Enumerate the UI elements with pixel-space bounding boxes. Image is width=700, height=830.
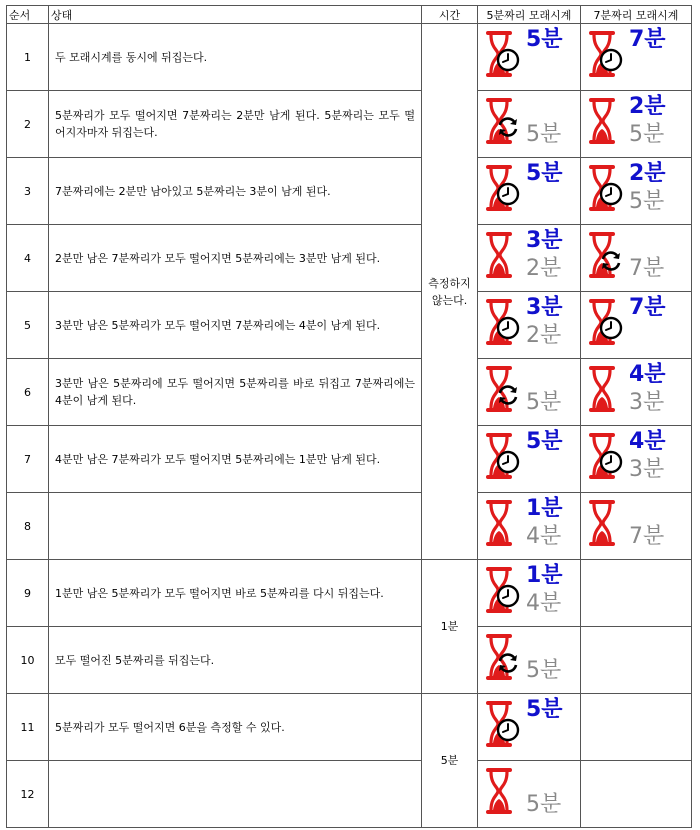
clock-icon: [496, 718, 520, 742]
seven-minute-cell: [581, 694, 692, 761]
step-description: 4분만 남은 7분짜리가 모두 떨어지면 5분짜리에는 1분만 남게 된다.: [49, 426, 422, 493]
flip-icon: [496, 651, 520, 675]
seven-minute-cell: [581, 560, 692, 627]
table-row: [7, 225, 692, 292]
step-number: 3: [7, 158, 49, 225]
remaining-bottom: 4분: [526, 591, 562, 616]
hourglass-icon: [589, 97, 615, 145]
remaining-top: 7분: [629, 27, 666, 52]
seven-minute-cell: [581, 493, 692, 560]
time-cell: 1분: [422, 560, 478, 694]
step-number: 11: [7, 694, 49, 761]
step-description: 모두 떨어진 5분짜리를 뒤집는다.: [49, 627, 422, 694]
remaining-bottom: 5분: [629, 189, 665, 214]
hourglass-icon: [486, 231, 512, 279]
remaining-bottom: 5분: [526, 658, 562, 683]
five-minute-cell: [478, 292, 581, 359]
step-description: 1분만 남은 5분짜리가 모두 떨어지면 바로 5분짜리를 다시 뒤집는다.: [49, 560, 422, 627]
remaining-bottom: 4분: [526, 524, 562, 549]
five-minute-cell: [478, 91, 581, 158]
clock-icon: [496, 316, 520, 340]
five-minute-cell: [478, 359, 581, 426]
five-minute-cell: [478, 225, 581, 292]
remaining-top: 4분: [629, 429, 666, 454]
header-time: 시간: [422, 6, 478, 24]
step-description: 3분만 남은 5분짜리가 모두 떨어지면 7분짜리에는 4분이 남게 된다.: [49, 292, 422, 359]
table-row: [7, 761, 692, 828]
remaining-top: 5분: [526, 27, 563, 52]
seven-minute-cell: [581, 627, 692, 694]
flip-icon: [496, 115, 520, 139]
header-five-minute: 5분짜리 모래시계: [478, 6, 581, 24]
seven-minute-cell: [581, 158, 692, 225]
remaining-top: 2분: [629, 161, 666, 186]
step-description: 5분짜리가 모두 떨어지면 6분을 측정할 수 있다.: [49, 694, 422, 761]
seven-minute-cell: [581, 761, 692, 828]
timer-table: [6, 5, 692, 828]
remaining-top: 3분: [526, 228, 563, 253]
remaining-top: 5분: [526, 161, 563, 186]
step-description: 두 모래시계를 동시에 뒤집는다.: [49, 24, 422, 91]
step-number: 7: [7, 426, 49, 493]
five-minute-cell: [478, 694, 581, 761]
seven-minute-cell: [581, 91, 692, 158]
step-number: 1: [7, 24, 49, 91]
step-number: 9: [7, 560, 49, 627]
step-number: 8: [7, 493, 49, 560]
hourglass-icon: [486, 499, 512, 547]
remaining-bottom: 5분: [526, 390, 562, 415]
remaining-top: 7분: [629, 295, 666, 320]
remaining-bottom: 5분: [629, 122, 665, 147]
clock-icon: [599, 182, 623, 206]
table-row: [7, 694, 692, 761]
hourglass-icon: [589, 499, 615, 547]
step-number: 12: [7, 761, 49, 828]
table-row: [7, 493, 692, 560]
seven-minute-cell: [581, 426, 692, 493]
remaining-top: 3분: [526, 295, 563, 320]
five-minute-cell: [478, 24, 581, 91]
five-minute-cell: [478, 761, 581, 828]
step-description: 2분만 남은 7분짜리가 모두 떨어지면 5분짜리에는 3분만 남게 된다.: [49, 225, 422, 292]
remaining-top: 4분: [629, 362, 666, 387]
table-row: [7, 24, 692, 91]
step-description: [49, 761, 422, 828]
table-row: [7, 627, 692, 694]
remaining-bottom: 5분: [526, 792, 562, 817]
clock-icon: [599, 450, 623, 474]
remaining-bottom: 3분: [629, 457, 665, 482]
time-cell: 측정하지 않는다.: [422, 24, 478, 560]
header-order: 순서: [7, 6, 49, 24]
clock-icon: [496, 48, 520, 72]
remaining-top: 5분: [526, 429, 563, 454]
seven-minute-cell: [581, 24, 692, 91]
remaining-bottom: 7분: [629, 256, 665, 281]
step-number: 5: [7, 292, 49, 359]
remaining-bottom: 7분: [629, 524, 665, 549]
clock-icon: [599, 316, 623, 340]
step-number: 2: [7, 91, 49, 158]
five-minute-cell: [478, 560, 581, 627]
five-minute-cell: [478, 426, 581, 493]
remaining-top: 5분: [526, 697, 563, 722]
table-row: [7, 91, 692, 158]
step-description: 5분짜리가 모두 떨어지면 7분짜리는 2분만 남게 된다. 5분짜리는 모두 떨어지자마자 뒤집는다.: [49, 91, 422, 158]
hourglass-icon: [589, 365, 615, 413]
header-seven-minute: 7분짜리 모래시계: [581, 6, 692, 24]
remaining-top: 1분: [526, 496, 563, 521]
flip-icon: [496, 383, 520, 407]
step-number: 4: [7, 225, 49, 292]
clock-icon: [496, 450, 520, 474]
table-row: [7, 426, 692, 493]
step-number: 10: [7, 627, 49, 694]
clock-icon: [496, 584, 520, 608]
table-row: [7, 292, 692, 359]
remaining-bottom: 2분: [526, 256, 562, 281]
seven-minute-cell: [581, 359, 692, 426]
remaining-bottom: 2분: [526, 323, 562, 348]
step-description: [49, 493, 422, 560]
step-number: 6: [7, 359, 49, 426]
remaining-bottom: 3분: [629, 390, 665, 415]
table-body: [7, 24, 692, 828]
table-row: [7, 359, 692, 426]
step-description: 3분만 남은 5분짜리에 모두 떨어지면 5분짜리를 바로 뒤집고 7분짜리에는 4분이 남게 된다.: [49, 359, 422, 426]
flip-icon: [599, 249, 623, 273]
five-minute-cell: [478, 158, 581, 225]
remaining-bottom: 5분: [526, 122, 562, 147]
seven-minute-cell: [581, 292, 692, 359]
hourglass-icon: [486, 767, 512, 815]
seven-minute-cell: [581, 225, 692, 292]
step-description: 7분짜리에는 2분만 남아있고 5분짜리는 3분이 남게 된다.: [49, 158, 422, 225]
remaining-top: 2분: [629, 94, 666, 119]
table-row: [7, 560, 692, 627]
five-minute-cell: [478, 493, 581, 560]
header-state: 상태: [49, 6, 422, 24]
table-row: [7, 158, 692, 225]
clock-icon: [496, 182, 520, 206]
five-minute-cell: [478, 627, 581, 694]
remaining-top: 1분: [526, 563, 563, 588]
clock-icon: [599, 48, 623, 72]
time-cell: 5분: [422, 694, 478, 828]
